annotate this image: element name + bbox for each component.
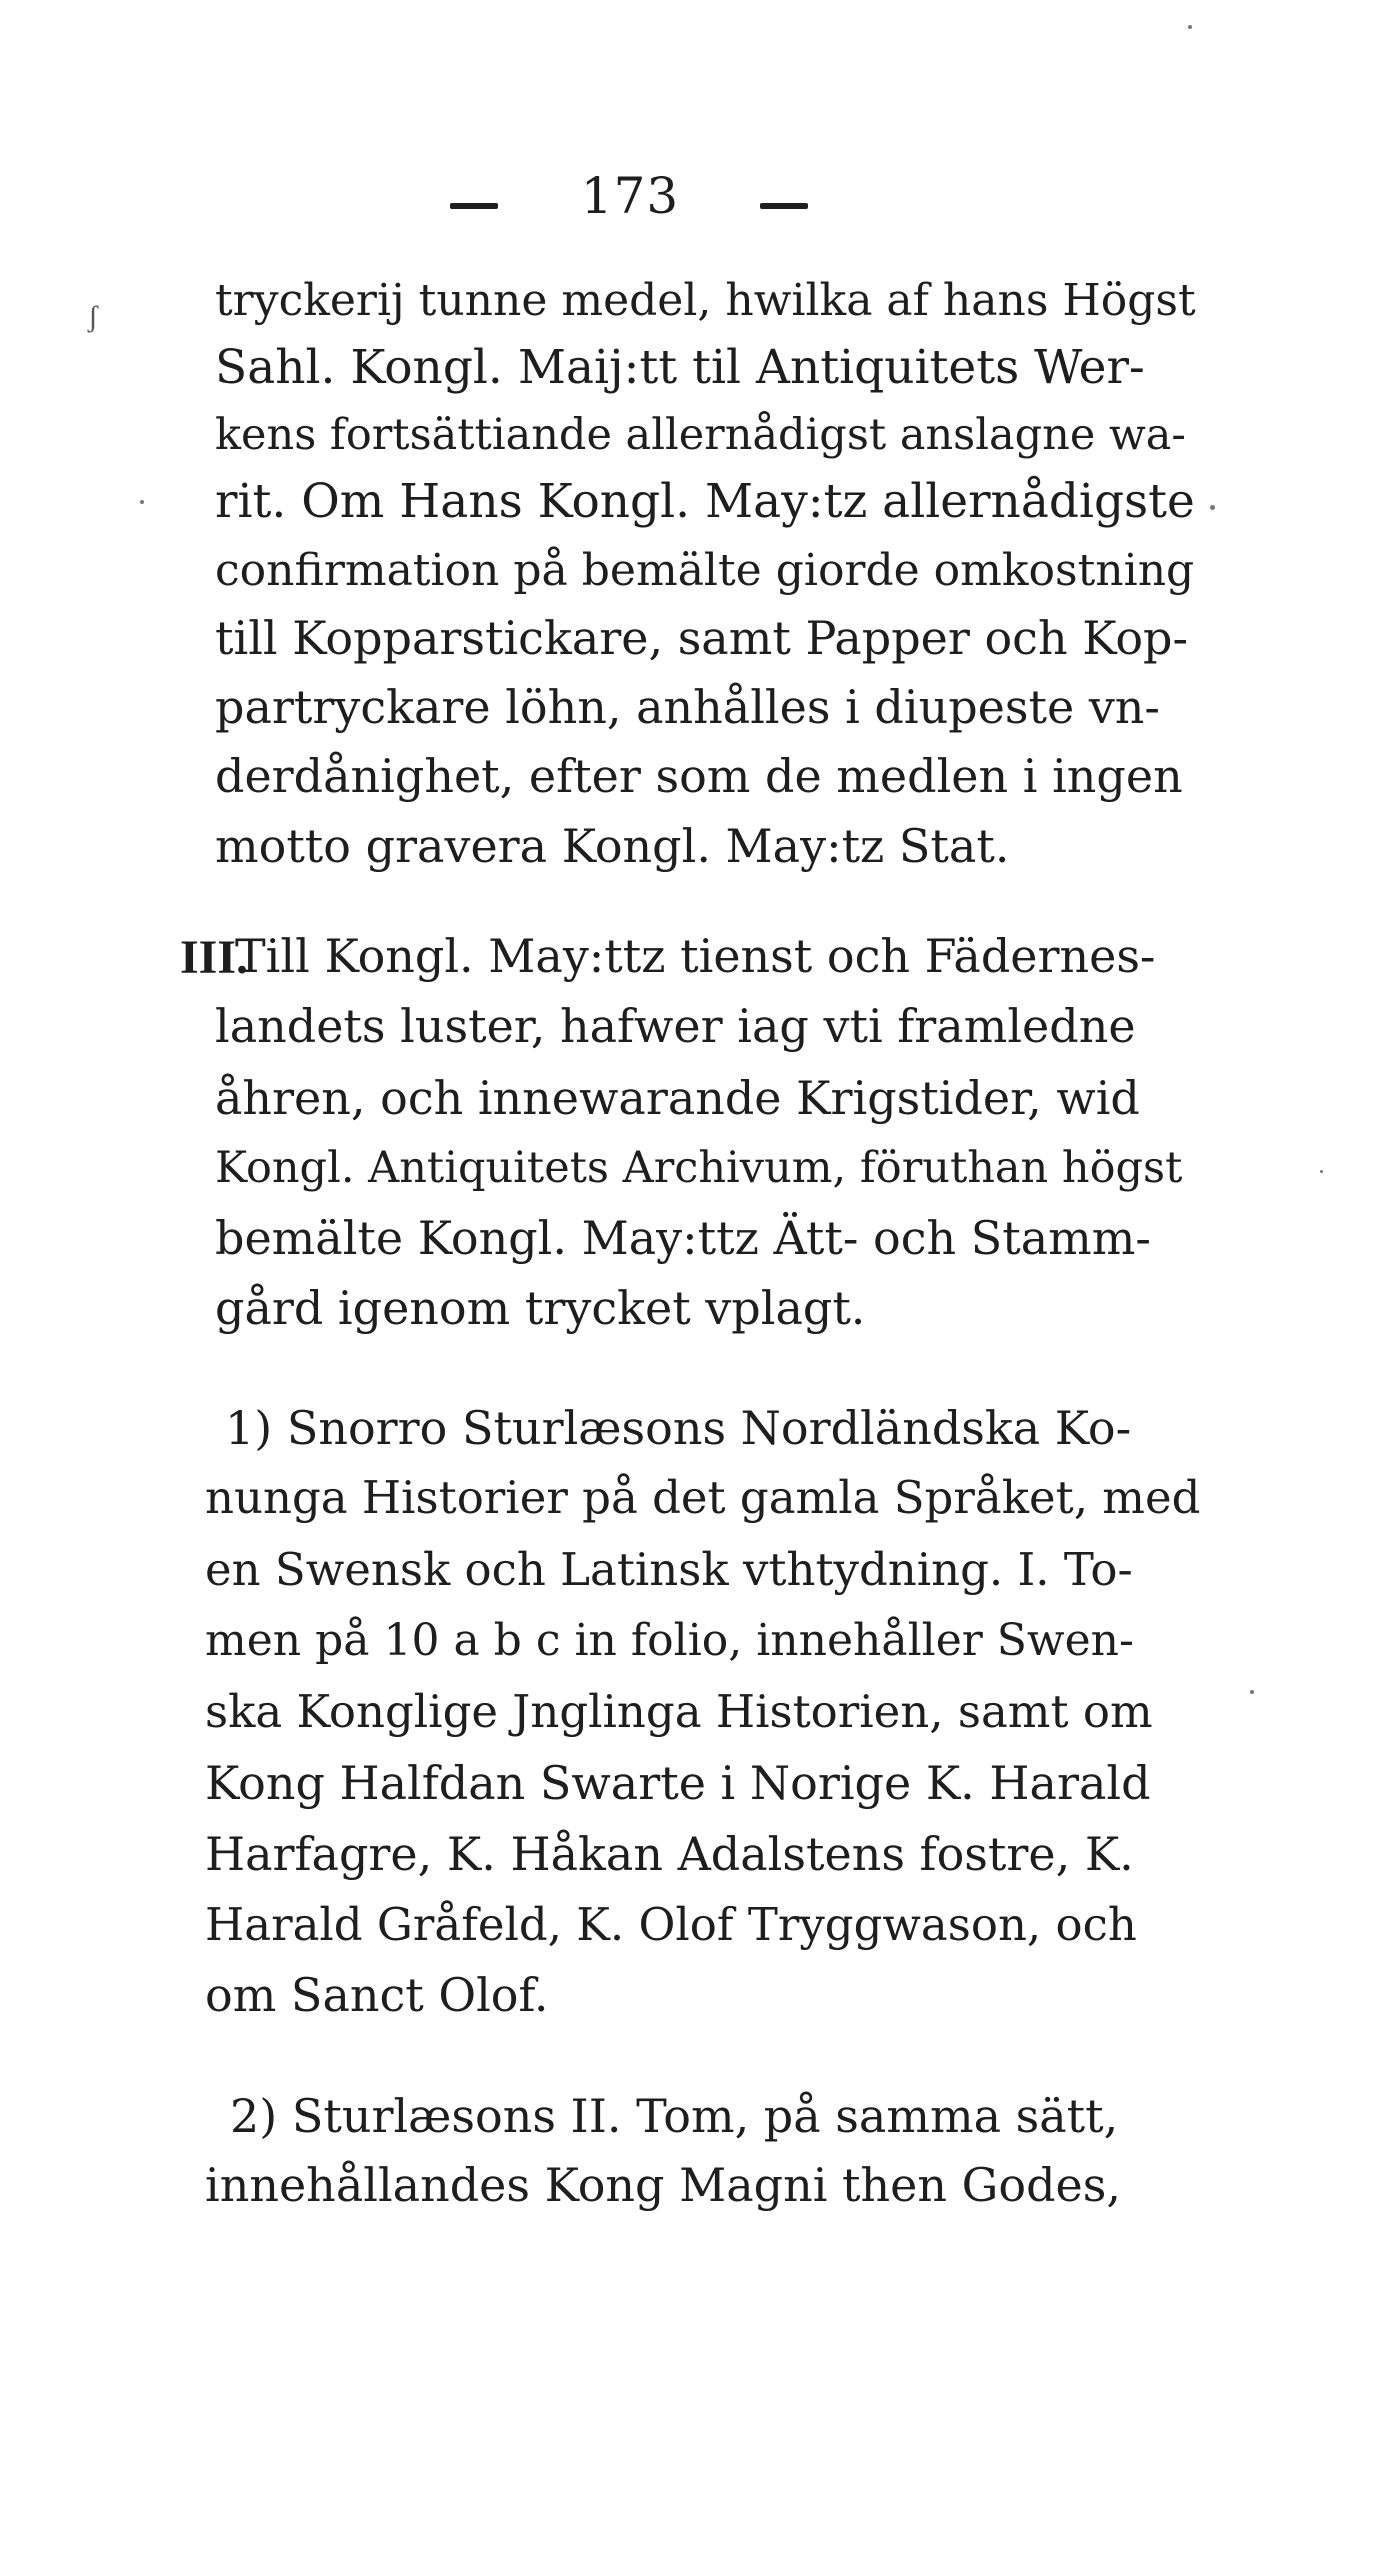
text-line: motto gravera Kongl. May:tz Stat.	[215, 819, 1010, 873]
scan-speck	[1188, 25, 1192, 29]
scan-speck	[1210, 505, 1215, 510]
text-line: partryckare löhn, anhålles i diupeste vn-	[215, 680, 1160, 734]
text-line: Harald Gråfeld, K. Olof Tryggwason, och	[205, 1898, 1137, 1951]
text-line: men på 10 a b c in folio, innehåller Swen-	[205, 1615, 1134, 1666]
text-line: Harfagre, K. Håkan Adalstens fostre, K.	[205, 1827, 1134, 1881]
text-line: rit. Om Hans Kongl. May:tz allernådigste	[215, 474, 1195, 529]
text-line: Sahl. Kongl. Maij:tt til Antiquitets Wer-	[215, 340, 1145, 395]
text-line: derdånighet, efter som de medlen i ingen	[215, 749, 1183, 803]
scan-speck	[1320, 1170, 1323, 1173]
text-line: 1) Snorro Sturlæsons Nordländska Ko-	[225, 1401, 1132, 1455]
scan-speck	[1250, 1690, 1254, 1694]
text-line: om Sanct Olof.	[205, 1968, 549, 2022]
text-line: Kongl. Antiquitets Archivum, föruthan högst	[215, 1143, 1183, 1193]
scan-speck	[140, 500, 144, 504]
text-line: innehållandes Kong Magni then Godes,	[205, 2158, 1121, 2212]
page-number: 173	[580, 167, 680, 225]
text-line: till Kopparstickare, samt Papper och Kop-	[215, 611, 1189, 665]
text-line: tryckerij tunne medel, hwilka af hans Högst	[215, 275, 1196, 326]
text-line: gård igenom trycket vplagt.	[215, 1281, 866, 1335]
header-rule-left	[450, 203, 498, 209]
text-line: bemälte Kongl. May:ttz Ätt- och Stamm-	[215, 1211, 1151, 1265]
text-line: landets luster, hafwer iag vti framledne	[215, 999, 1136, 1053]
text-line: nunga Historier på det gamla Språket, med	[205, 1471, 1201, 1524]
page-header	[0, 155, 1400, 225]
text-line: 2) Sturlæsons II. Tom, på samma sätt,	[230, 2089, 1119, 2143]
text-line: Till Kongl. May:ttz tienst och Fädernes-	[235, 929, 1156, 983]
text-line: kens fortsättiande allernådigst anslagne wa-	[215, 410, 1186, 460]
text-line: confirmation på bemälte giorde omkostning	[215, 545, 1195, 596]
header-rule-right	[760, 203, 808, 209]
section-number: III.	[180, 931, 249, 984]
text-line: ska Konglige Jnglinga Historien, samt om	[205, 1685, 1153, 1738]
margin-mark: ʃ	[88, 300, 98, 333]
text-line: en Swensk och Latinsk vthtydning. I. To-	[205, 1543, 1133, 1596]
text-line: Kong Halfdan Swarte i Norige K. Harald	[205, 1756, 1151, 1810]
text-line: åhren, och innewarande Krigstider, wid	[215, 1071, 1140, 1125]
